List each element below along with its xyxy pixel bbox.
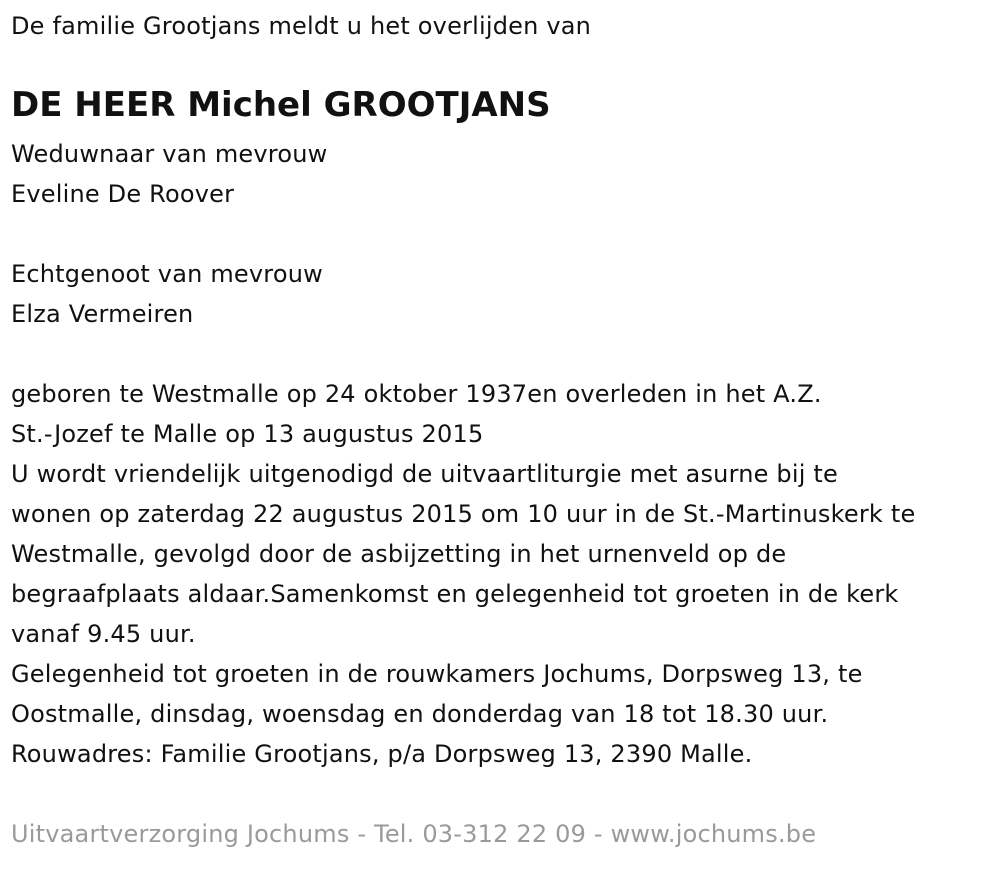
body-line-ceremony-date: wonen op zaterdag 22 augustus 2015 om 10 uur in de St.-Martinuskerk te bbox=[11, 500, 916, 528]
notice-body bbox=[11, 374, 915, 774]
spouse-label: Echtgenoot van mevrouw bbox=[11, 260, 323, 288]
widower-block bbox=[11, 134, 327, 214]
body-line-viewing-times: Oostmalle, dinsdag, woensdag en donderdag van 18 tot 18.30 uur. bbox=[11, 700, 829, 728]
body-line-mourning-address: Rouwadres: Familie Grootjans, p/a Dorpsweg 13, 2390 Malle. bbox=[11, 740, 753, 768]
funeral-home-footer: Uitvaartverzorging Jochums - Tel. 03-312 22 09 - www.jochums.be bbox=[11, 820, 817, 848]
body-line-time: vanaf 9.45 uur. bbox=[11, 620, 196, 648]
widower-spouse-name: Eveline De Roover bbox=[11, 180, 235, 208]
body-line-viewing-location: Gelegenheid tot groeten in de rouwkamers Jochums, Dorpsweg 13, te bbox=[11, 660, 863, 688]
spouse-name: Elza Vermeiren bbox=[11, 300, 194, 328]
body-line-gathering: begraafplaats aldaar.Samenkomst en gelegenheid tot groeten in de kerk bbox=[11, 580, 899, 608]
body-line-invitation: U wordt vriendelijk uitgenodigd de uitvaartliturgie met asurne bij te bbox=[11, 460, 838, 488]
widower-label: Weduwnaar van mevrouw bbox=[11, 140, 328, 168]
body-line-burial: Westmalle, gevolgd door de asbijzetting in het urnenveld op de bbox=[11, 540, 787, 568]
spouse-block bbox=[11, 254, 323, 334]
body-line-birth: geboren te Westmalle op 24 oktober 1937en overleden in het A.Z. bbox=[11, 380, 822, 408]
body-line-death: St.-Jozef te Malle op 13 augustus 2015 bbox=[11, 420, 484, 448]
intro-line: De familie Grootjans meldt u het overlijden van bbox=[11, 12, 592, 40]
deceased-name: DE HEER Michel GROOTJANS bbox=[11, 85, 551, 125]
